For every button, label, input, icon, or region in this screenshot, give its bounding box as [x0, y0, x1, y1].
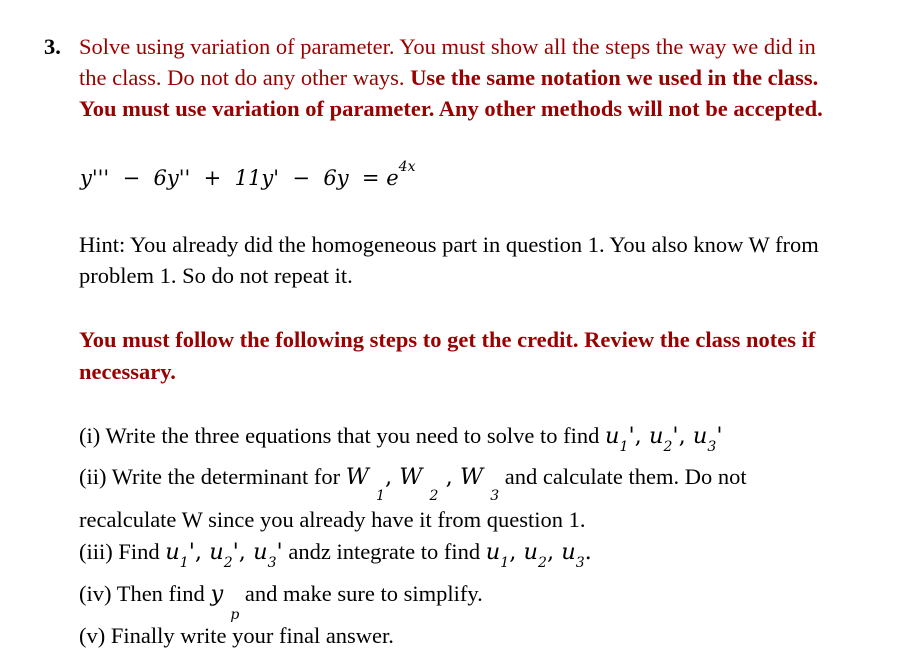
eq-equals: = — [361, 166, 380, 190]
question-number: 3. — [44, 34, 61, 59]
step-2 — [79, 464, 747, 504]
hint-line-1: Hint: You already did the homogeneous part in question 1. You also know W from — [79, 232, 819, 257]
step-2-after: and calculate them. Do not — [499, 464, 747, 489]
step-4-text: (iv) Then find — [79, 581, 211, 606]
eq-minus-2: − — [292, 166, 310, 190]
step-2-w-list: W $_1$, W $_2$ , W $_3$ — [345, 464, 500, 504]
step-3-mid: andz integrate to find — [282, 539, 486, 564]
step-3-u-list: $u_1$, $u_2$, $u_3$. — [485, 539, 592, 571]
eq-e: e — [386, 166, 399, 190]
step-3 — [79, 539, 592, 569]
question-line-2-normal: the class. Do not do any other ways. — [79, 65, 411, 90]
hint-line-2: problem 1. So do not repeat it. — [79, 263, 353, 288]
eq-y: y — [80, 166, 92, 190]
eq-term-6y: 6y — [323, 166, 349, 190]
instruction-line-2: necessary. — [79, 359, 176, 384]
eq-exponent: 4x — [398, 159, 416, 175]
instruction-line-1: You must follow the following steps to get the credit. Review the class notes if — [79, 327, 816, 352]
step-4-yp: y $_p$ — [210, 581, 240, 623]
eq-plus: + — [203, 166, 222, 190]
question-line-2 — [79, 65, 818, 91]
step-3-text: (iii) Find — [79, 539, 166, 564]
question-line-1: Solve using variation of parameter. You must show all the steps the way we did in — [79, 34, 816, 59]
step-4 — [79, 581, 483, 623]
eq-term-6y2: 6y'' — [153, 166, 191, 190]
step-3-u-primes: $u_1'$, $u_2'$, $u_3'$ — [165, 539, 283, 571]
differential-equation — [80, 159, 416, 190]
eq-minus-1: − — [122, 166, 141, 190]
question-line-3: You must use variation of parameter. Any other methods will not be accepted. — [79, 96, 823, 121]
step-4-after: and make sure to simplify. — [239, 581, 483, 606]
question-line-2-bold: Use the same notation we used in the class. — [410, 65, 819, 90]
eq-primes: ''' — [91, 166, 110, 190]
eq-term-11y1: 11y' — [234, 166, 279, 190]
step-5: (v) Finally write your final answer. — [79, 623, 394, 648]
step-1-text: (i) Write the three equations that you need to solve to find — [79, 423, 606, 448]
step-2-text: (ii) Write the determinant for — [79, 464, 346, 489]
step-1 — [79, 423, 723, 453]
step-1-u-primes: $u_1'$, $u_2'$, $u_3'$ — [605, 423, 723, 455]
step-2-line-2: recalculate W since you already have it from question 1. — [79, 507, 586, 532]
